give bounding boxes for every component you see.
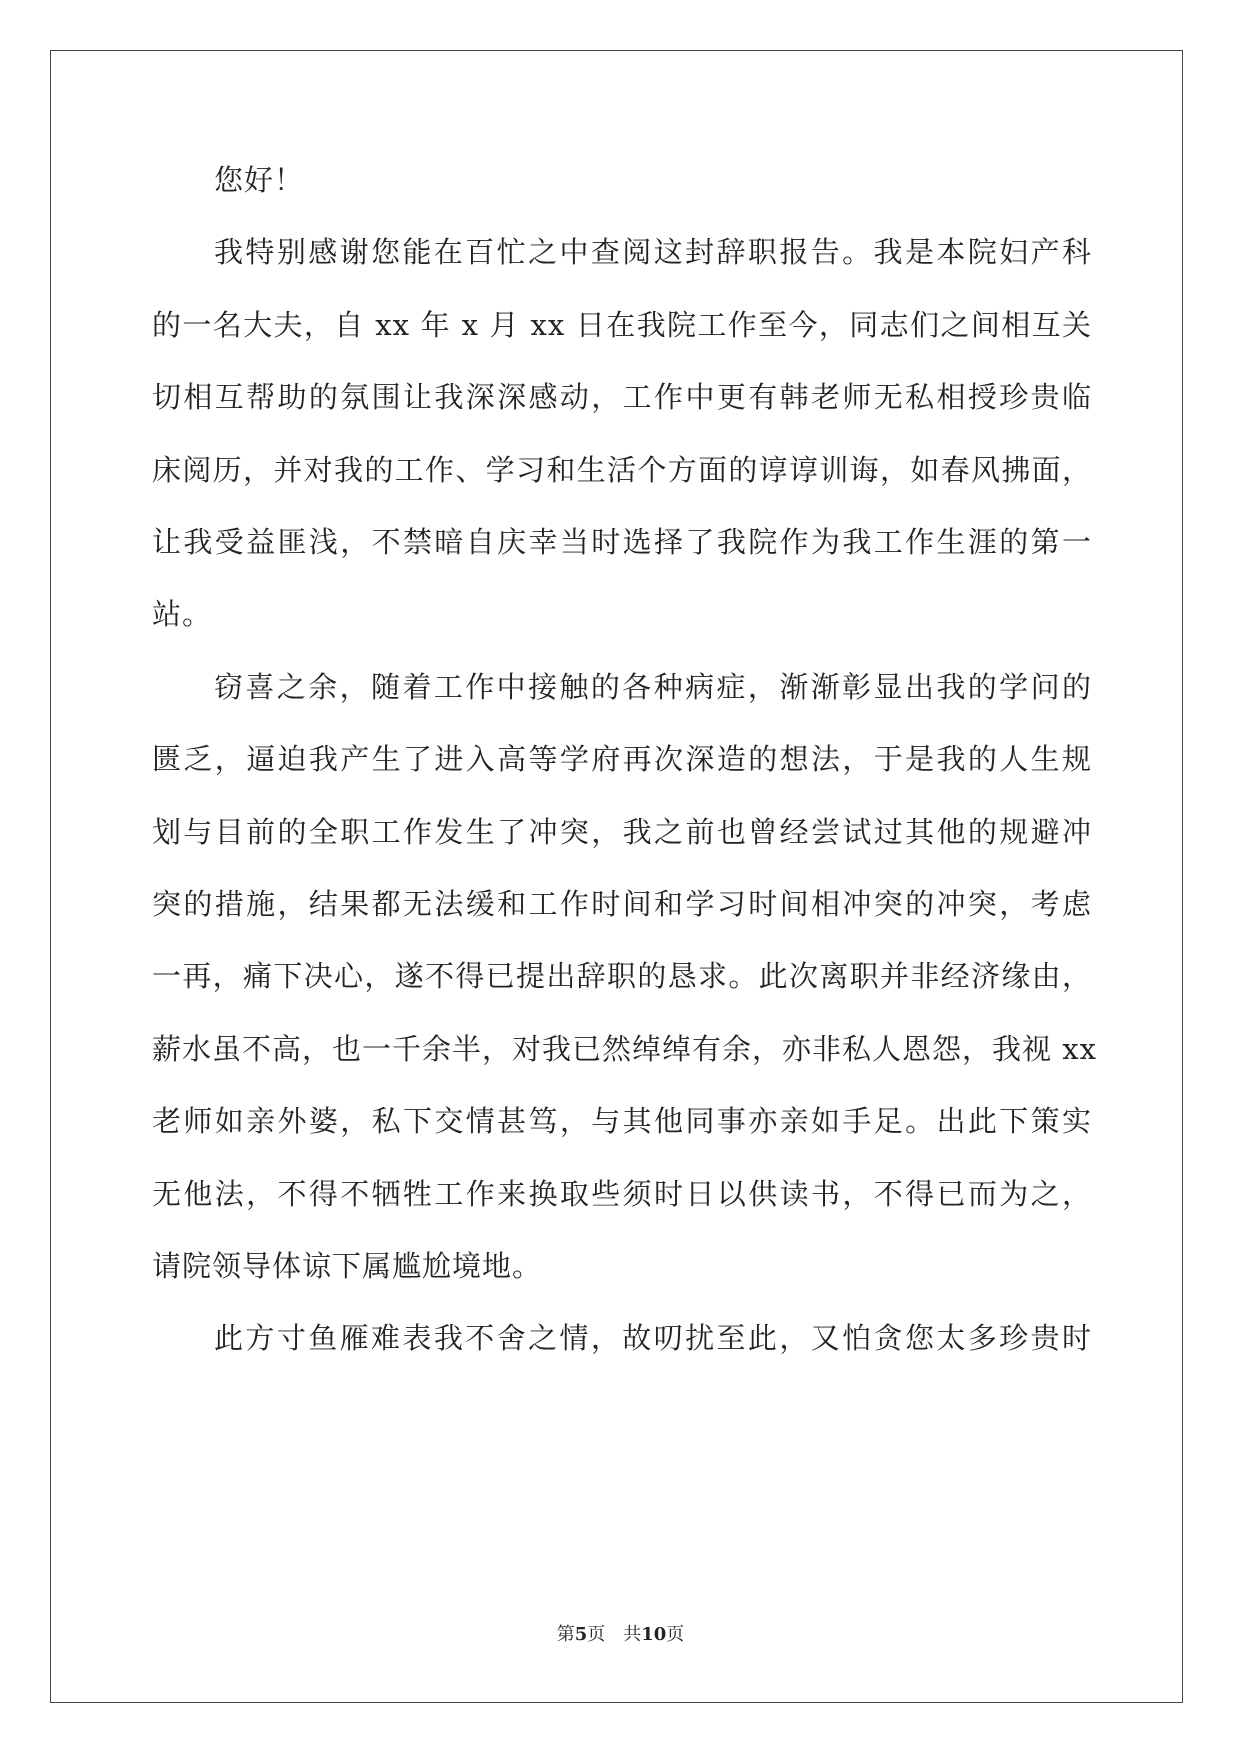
body-line: 站。	[152, 597, 213, 631]
body-line: 的一名大夫，自 xx 年 x 月 xx 日在我院工作至今，同志们之间相互关	[152, 308, 1092, 342]
page-prefix: 第	[556, 1624, 575, 1645]
body-line: 老师如亲外婆，私下交情甚笃，与其他同事亦亲如手足。出此下策实	[152, 1104, 1092, 1138]
total-suffix: 页	[666, 1624, 685, 1645]
body-line: 一再，痛下决心，遂不得已提出辞职的恳求。此次离职并非经济缘由，	[152, 959, 1092, 993]
page-total: 10	[641, 1624, 667, 1645]
greeting-line: 您好！	[214, 163, 305, 197]
body-line: 此方寸鱼雁难表我不舍之情，故叨扰至此，又怕贪您太多珍贵时	[214, 1321, 1092, 1355]
body-line: 床阅历，并对我的工作、学习和生活个方面的谆谆训诲，如春风拂面，	[152, 453, 1092, 487]
body-line: 突的措施，结果都无法缓和工作时间和学习时间相冲突的冲突，考虑	[152, 887, 1092, 921]
body-line: 划与目前的全职工作发生了冲突，我之前也曾经尝试过其他的规避冲	[152, 815, 1092, 849]
body-line: 窃喜之余，随着工作中接触的各种病症，渐渐彰显出我的学问的	[214, 670, 1092, 704]
total-prefix: 共	[623, 1624, 642, 1645]
body-line: 薪水虽不高，也一千余半，对我已然绰绰有余，亦非私人恩怨，我视 xx	[152, 1032, 1097, 1066]
page-footer	[0, 1623, 1241, 1647]
body-line: 我特别感谢您能在百忙之中查阅这封辞职报告。我是本院妇产科	[214, 235, 1092, 269]
body-line: 请院领导体谅下属尴尬境地。	[152, 1249, 543, 1283]
body-line: 切相互帮助的氛围让我深深感动，工作中更有韩老师无私相授珍贵临	[152, 380, 1092, 414]
body-line: 无他法，不得不牺牲工作来换取些须时日以供读书，不得已而为之，	[152, 1177, 1092, 1211]
body-line: 让我受益匪浅，不禁暗自庆幸当时选择了我院作为我工作生涯的第一	[152, 525, 1092, 559]
page-current: 5	[574, 1624, 588, 1645]
body-line: 匮乏，逼迫我产生了进入高等学府再次深造的想法，于是我的人生规	[152, 742, 1092, 776]
page-mid: 页	[587, 1624, 606, 1645]
page-border	[50, 50, 1183, 1703]
